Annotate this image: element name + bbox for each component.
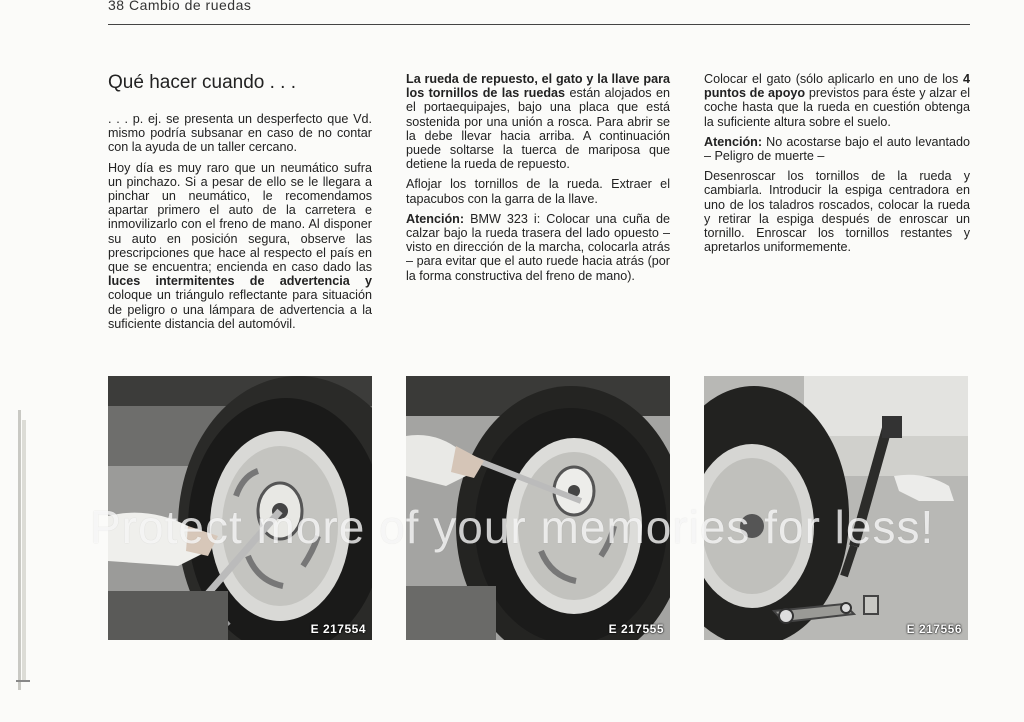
attention-danger-paragraph: Atención: No acostarse bajo el auto levantado – Peligro de muerte – <box>704 134 971 164</box>
attention-wedge-paragraph: Atención: BMW 323 i: Colocar una cuña de calzar bajo la rueda trasera del lado opuesto – visto en dirección de la marcha, colocarla atrás – para evitar que el auto ruede hacia atrás (por la forma constructiva del freno de mano). <box>406 211 670 283</box>
column-3 <box>704 72 970 260</box>
page-edge-shadow <box>14 410 32 690</box>
loosen-bolts-paragraph: Aflojar los tornillos de la rueda. Extraer el tapacubos con la garra de la llave. <box>406 177 670 206</box>
photo-code: E 217556 <box>906 622 962 636</box>
flat-tire-paragraph: Hoy día es muy raro que un neumático sufra un pinchazo. Si a pesar de ello se le llegara a pinchar un neumático, le recomendamos apartar primero el auto de la carretera e inmovilizarlo con el freno de mano. Al disponer su auto en posición segura, observe las prescripciones que hace al respecto el país en que se encuentra; encienda en caso dado las luces intermitentes de advertencia y coloque un triángulo reflectante para situación de peligro o una lámpara de advertencia a la suficiente distancia del automóvil. <box>108 160 372 331</box>
watermark: Protect more of your memories for less! <box>90 501 935 553</box>
header-rule <box>108 24 970 25</box>
spare-wheel-paragraph: La rueda de repuesto, el gato y la llave para los tornillos de las ruedas están alojados en el portaequipajes, bajo una placa que está sostenida por una unión a rosca. Para abrir se la debe llevar hacia arriba. A continuación puede soltarse la tuerca de mariposa que detiene la rueda de repuesto. <box>406 72 671 172</box>
jack-paragraph: Colocar el gato (sólo aplicarlo en uno de los 4 puntos de apoyo previstos para éste y alzar el coche hasta que la rueda en cuestión obtenga la suficiente altura sobre el suelo. <box>704 72 971 129</box>
page-header: 38 Cambio de ruedas <box>108 0 252 10</box>
section-title: Qué hacer cuando . . . <box>108 72 297 93</box>
intro-paragraph: . . . p. ej. se presenta un desperfecto que Vd. mismo podría subsanar en caso de no contar con la ayuda de un taller cercano. <box>108 112 372 155</box>
photo-code: E 217554 <box>310 622 366 636</box>
change-wheel-paragraph: Desenroscar los tornillos de la rueda y cambiarla. Introducir la espiga centradora en uno de los taladros roscados, colocar la rueda y retirar la espiga después de enroscar un tornillo. Enroscar los tornillos restantes y apretarlos uniformemente. <box>704 169 970 255</box>
photo-code: E 217555 <box>608 622 664 636</box>
column-2 <box>406 72 670 289</box>
column-1 <box>108 72 372 337</box>
